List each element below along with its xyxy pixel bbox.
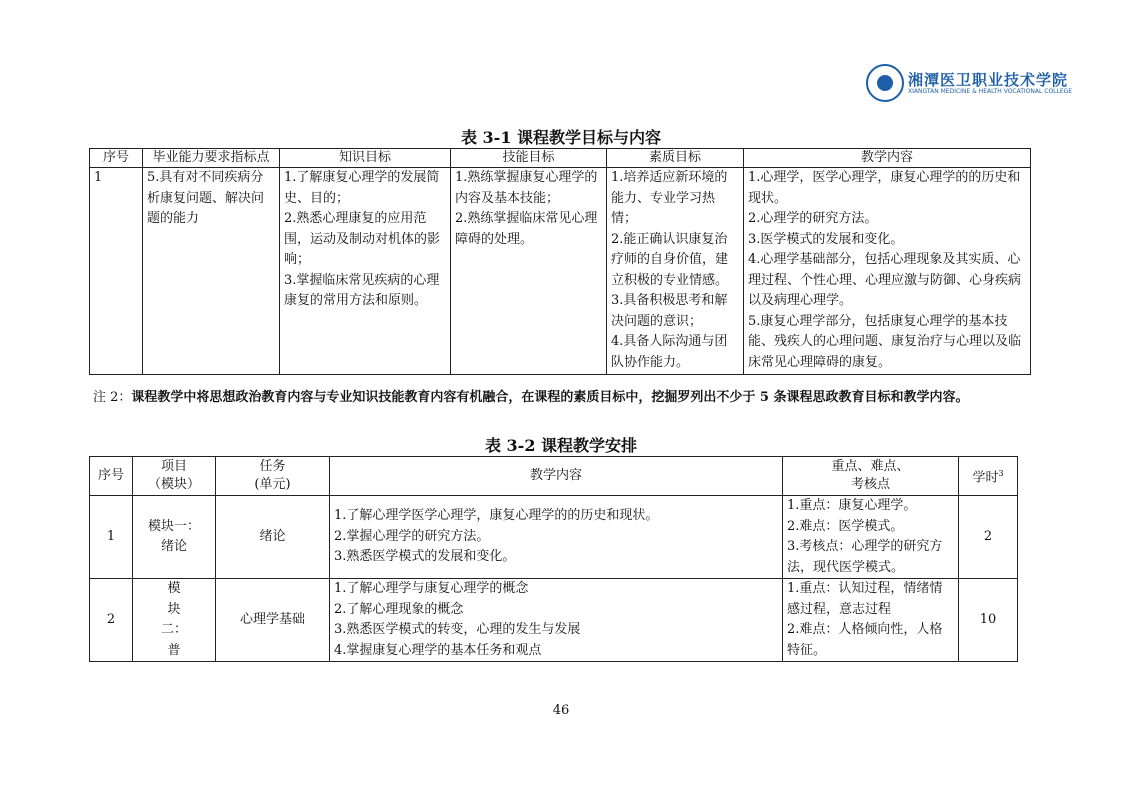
col-key-line1: 重点、难点、	[831, 459, 910, 474]
cell-task: 绪论	[216, 496, 330, 579]
cell-no: 1	[90, 496, 133, 579]
content-item: 2.掌握心理学的研究方法。	[334, 528, 490, 544]
content-item: 3.熟悉医学模式的发展和变化。	[334, 549, 516, 565]
col-task-line2: (单元)	[254, 477, 291, 492]
cell-task: 心理学基础	[216, 579, 330, 662]
col-module-line1: 项目	[160, 459, 187, 474]
module-line: 块	[167, 601, 181, 617]
module-line: 模	[167, 581, 181, 596]
note-text: 课程教学中将思想政治教育内容与专业知识技能教育内容有机融合，在课程的素质目标中，挖掘罗列出不少于 5 条课程思政教育目标和教学内容。	[131, 390, 969, 405]
table-3-1	[89, 148, 1031, 375]
page-number: 46	[552, 703, 570, 718]
logo-english-name: XIANGTAN MEDICINE & HEALTH VOCATIONAL COLLEGE	[908, 88, 1073, 95]
table2-caption: 表 3-2 课程教学安排	[484, 436, 638, 455]
cell-skill	[451, 168, 607, 375]
content-item: 1.了解心理学与康复心理学的概念	[334, 581, 529, 596]
quality-item: 3.具备积极思考和解决问题的意识；	[611, 293, 728, 329]
key-item: 3.考核点：心理学的研究方法，现代医学模式。	[787, 539, 943, 575]
module-line: 二：	[160, 622, 187, 637]
key-item: 1.重点：认知过程，情绪情感过程，意志过程	[787, 581, 943, 617]
footnote-marker: 3	[998, 468, 1004, 478]
cell-hours: 10	[959, 579, 1018, 662]
content-item: 1.了解心理学医学心理学，康复心理学的的历史和现状。	[334, 508, 659, 524]
col-hours-label: 学时	[972, 470, 999, 486]
skill-item: 2.熟练掌握临床常见心理障碍的处理。	[455, 211, 598, 247]
col-content: 教学内容	[330, 457, 783, 496]
col-hours	[959, 457, 1018, 496]
table-row	[90, 168, 1031, 375]
content-item: 3.医学模式的发展和变化。	[748, 231, 904, 247]
col-ability: 毕业能力要求指标点	[143, 149, 280, 168]
col-key-line2: 考核点	[850, 477, 890, 492]
col-skill: 技能目标	[451, 149, 607, 168]
college-logo	[866, 64, 1073, 108]
content-item: 4.心理学基础部分，包括心理现象及其实质、心理过程、个性心理、心理应激与防御、心身疾病以及病理心理学。	[748, 252, 1022, 308]
table-3-2	[89, 456, 1018, 662]
col-task-line1: 任务	[259, 459, 286, 474]
cell-content	[330, 579, 783, 662]
cell-key	[783, 579, 959, 662]
col-task	[216, 457, 330, 496]
cell-key	[783, 496, 959, 579]
knowledge-item: 2.熟悉心理康复的应用范围，运动及制动对机体的影响；	[284, 211, 441, 267]
quality-item: 1.培养适应新环境的能力、专业学习热情；	[611, 170, 728, 226]
module-line: 模块一：	[147, 518, 200, 534]
col-no: 序号	[90, 149, 143, 168]
col-key	[783, 457, 959, 496]
col-content: 教学内容	[744, 149, 1031, 168]
content-item: 5.康复心理学部分，包括康复心理学的基本技能、残疾人的心理问题、康复治疗与心理以及临床常见心理障碍的康复。	[748, 313, 1022, 370]
key-item: 2.难点：人格倾向性，人格特征。	[787, 622, 943, 658]
knowledge-item: 1.了解康复心理学的发展简史、目的；	[284, 170, 440, 206]
content-item: 3.熟悉医学模式的转变，心理的发生与发展	[334, 622, 581, 637]
cell-no: 2	[90, 579, 133, 662]
cell-hours: 2	[959, 496, 1018, 579]
col-module-line2: （模块）	[147, 477, 200, 492]
table-header-row	[90, 457, 1018, 496]
cell-knowledge	[280, 168, 451, 375]
cell-content	[744, 168, 1031, 375]
col-quality: 素质目标	[607, 149, 744, 168]
col-module	[133, 457, 216, 496]
table-header-row	[90, 149, 1031, 168]
cell-module	[133, 496, 216, 579]
quality-item: 4.具备人际沟通与团队协作能力。	[611, 334, 728, 370]
col-no: 序号	[90, 457, 133, 496]
quality-item: 2.能正确认识康复治疗师的自身价值，建立积极的专业情感。	[611, 231, 729, 288]
module-line: 绪论	[160, 539, 187, 554]
cell-ability: 5.具有对不同疾病分析康复问题、解决问题的能力	[143, 168, 280, 375]
table-row	[90, 496, 1018, 579]
content-item: 2.心理学的研究方法。	[748, 211, 878, 226]
table-row	[90, 579, 1018, 662]
logo-name: 湘潭医卫职业技术学院	[908, 71, 1069, 89]
key-item: 2.难点：医学模式。	[787, 518, 904, 534]
cell-quality	[607, 168, 744, 375]
note-prefix: 注 2：	[93, 390, 132, 405]
content-item: 1.心理学，医学心理学，康复心理学的的历史和现状。	[748, 170, 1021, 206]
table1-caption: 表 3-1 课程教学目标与内容	[460, 128, 662, 147]
col-knowledge: 知识目标	[280, 149, 451, 168]
cell-module	[133, 579, 216, 662]
module-line: 普	[167, 642, 181, 658]
key-item: 1.重点：康复心理学。	[787, 498, 917, 513]
knowledge-item: 3.掌握临床常见疾病的心理康复的常用方法和原则。	[284, 272, 440, 308]
content-item: 2.了解心理现象的概念	[334, 601, 464, 617]
cell-content	[330, 496, 783, 579]
content-item: 4.掌握康复心理学的基本任务和观点	[334, 642, 542, 658]
note	[93, 386, 969, 405]
college-emblem-icon	[866, 64, 904, 102]
skill-item: 1.熟练掌握康复心理学的内容及基本技能；	[455, 170, 598, 206]
cell-no: 1	[90, 168, 143, 375]
